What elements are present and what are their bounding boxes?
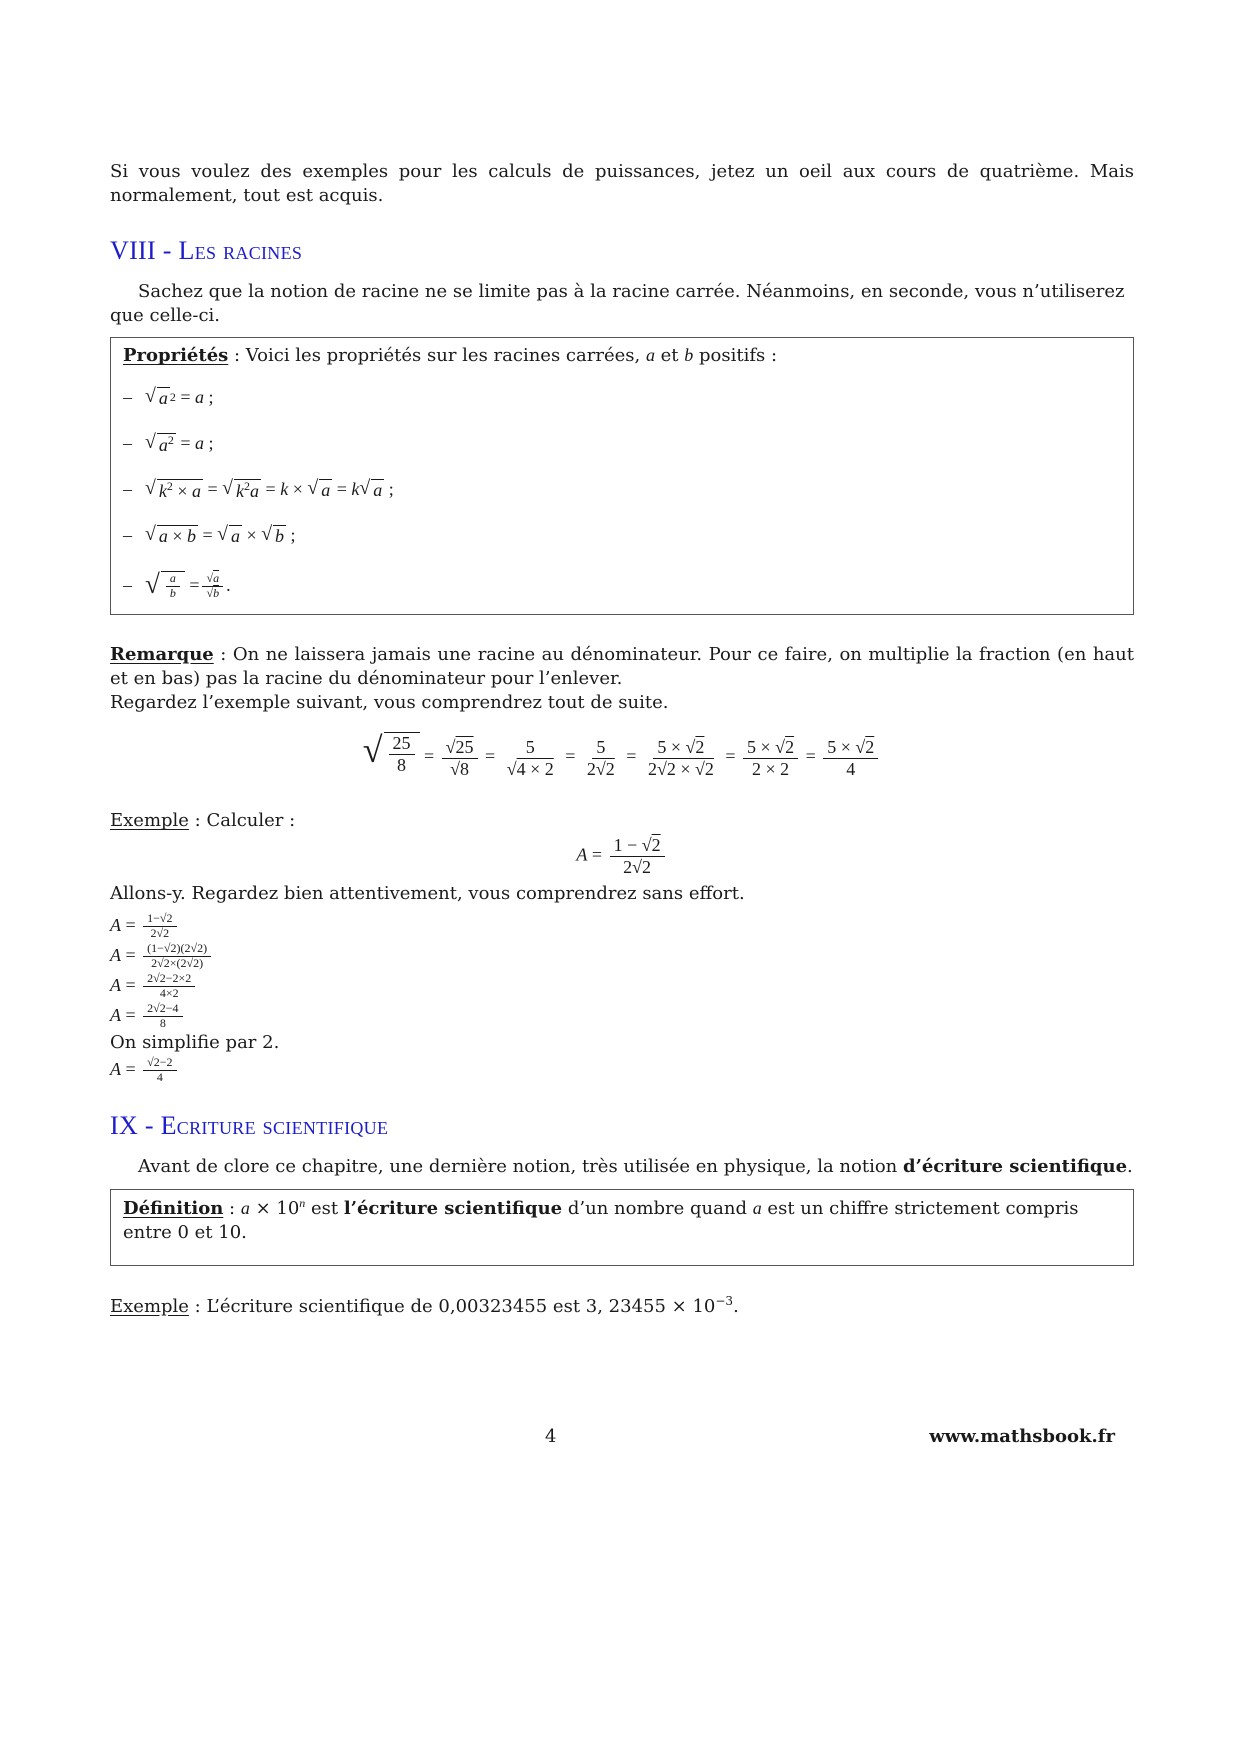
intro-paragraph: Si vous voulez des exemples pour les calculs de puissances, jetez un oeil aux cours de quatrième. Mais normalement, tout est acquis. bbox=[110, 161, 1134, 206]
proprietes-box bbox=[110, 337, 1134, 615]
document-page bbox=[110, 160, 1134, 1318]
step-3: A = $\frac{2√2-2\times 2}{4\times 2}$ bbox=[110, 971, 1134, 1001]
propriete-item-3: – √ $k^2 \times a$ = √ $k^2a$ = k × √ a = k √ a ; bbox=[123, 476, 394, 501]
section-viii-number: VIII - bbox=[110, 235, 179, 265]
rationalisation-equation: √ $\frac{25}{8}$ = $\frac{√25}{√8}$ = $\frac{5}{√4 \times 2}$ = $\frac{5}{2√2}$ = $\frac{5 \times √2}{2√2 \times √2}$ = $\frac{5 \times √2}{2 \times 2}$ = $\frac{5 \times √2}{4}$ bbox=[110, 732, 1134, 779]
propriete-item-2: – √ $a^2$ = a ; bbox=[123, 430, 214, 455]
definition-label: Définition bbox=[123, 1198, 224, 1220]
exemple1-result bbox=[110, 1055, 1134, 1085]
step-5: A = $\frac{√2-2}{4}$ bbox=[110, 1055, 1134, 1085]
section-ix-intro: Avant de clore ce chapitre, une dernière notion, très utilisée en physique, la notion d’écriture scientifique. bbox=[138, 1156, 1133, 1178]
section-ix-title: Ecriture scientifique bbox=[160, 1111, 389, 1140]
exemple1-label: Exemple bbox=[110, 810, 189, 832]
exemple1-paragraph: Exemple : Calculer : bbox=[110, 810, 296, 832]
propriete-item-5: – √ $\frac{a}{b}$ = $\frac{√a}{√b}$ . bbox=[123, 569, 231, 601]
propriete-item-1: – √ a 2 = a ; bbox=[123, 385, 214, 409]
remarque-follow: Regardez l’exemple suivant, vous comprendrez tout de suite. bbox=[110, 691, 669, 713]
definition-text: Définition : $a \times 10^n$ est l’écriture scientifique d’un nombre quand a est un chiffre strictement compris entre 0 et 10. bbox=[123, 1196, 1079, 1243]
exemple1-steps bbox=[110, 911, 1134, 1031]
exemple2-paragraph: Exemple : L’écriture scientifique de 0,00323455 est 3, $23455 \times 10^{-3}$. bbox=[110, 1293, 739, 1317]
step-2: A = $\frac{(1-√2)(2√2)}{2√2\times(2√2)}$ bbox=[110, 941, 1134, 971]
exemple1-expression: A = $\frac{1 - √2}{2√2}$ bbox=[110, 835, 1134, 877]
section-viii-heading bbox=[110, 234, 1134, 268]
definition-box bbox=[110, 1189, 1134, 1266]
page-number: 4 bbox=[545, 1426, 557, 1447]
propriete-item-4: – √ a × b = √ a × √ b ; bbox=[123, 523, 296, 547]
section-viii-title: Les racines bbox=[178, 235, 303, 265]
proprietes-heading: Propriétés : Voici les propriétés sur les racines carrées, a et b positifs : bbox=[123, 345, 778, 367]
exemple1-allons: Allons-y. Regardez bien attentivement, vous comprendrez sans effort. bbox=[110, 882, 745, 904]
section-viii-intro: Sachez que la notion de racine ne se limite pas à la racine carrée. Néanmoins, en seconde, vous n’utiliserez que celle-ci. bbox=[110, 280, 1125, 326]
site-url: www.mathsbook.fr bbox=[929, 1426, 1115, 1447]
section-ix-heading bbox=[110, 1109, 1134, 1143]
remarque-paragraph: Remarque : On ne laissera jamais une racine au dénominateur. Pour ce faire, on multiplie la fraction (en haut et en bas) pas la racine du dénominateur pour l’enlever. bbox=[110, 644, 1134, 689]
step-4: A = $\frac{2√2-4}{8}$ bbox=[110, 1001, 1134, 1031]
exemple1-simplifie: On simplifie par 2. bbox=[110, 1032, 280, 1054]
step-1: A = $\frac{1-√2}{2√2}$ bbox=[110, 911, 1134, 941]
section-ix-number: IX - bbox=[110, 1111, 161, 1140]
exemple2-label: Exemple bbox=[110, 1295, 189, 1317]
proprietes-label: Propriétés bbox=[123, 345, 229, 367]
remarque-label: Remarque bbox=[110, 644, 214, 666]
